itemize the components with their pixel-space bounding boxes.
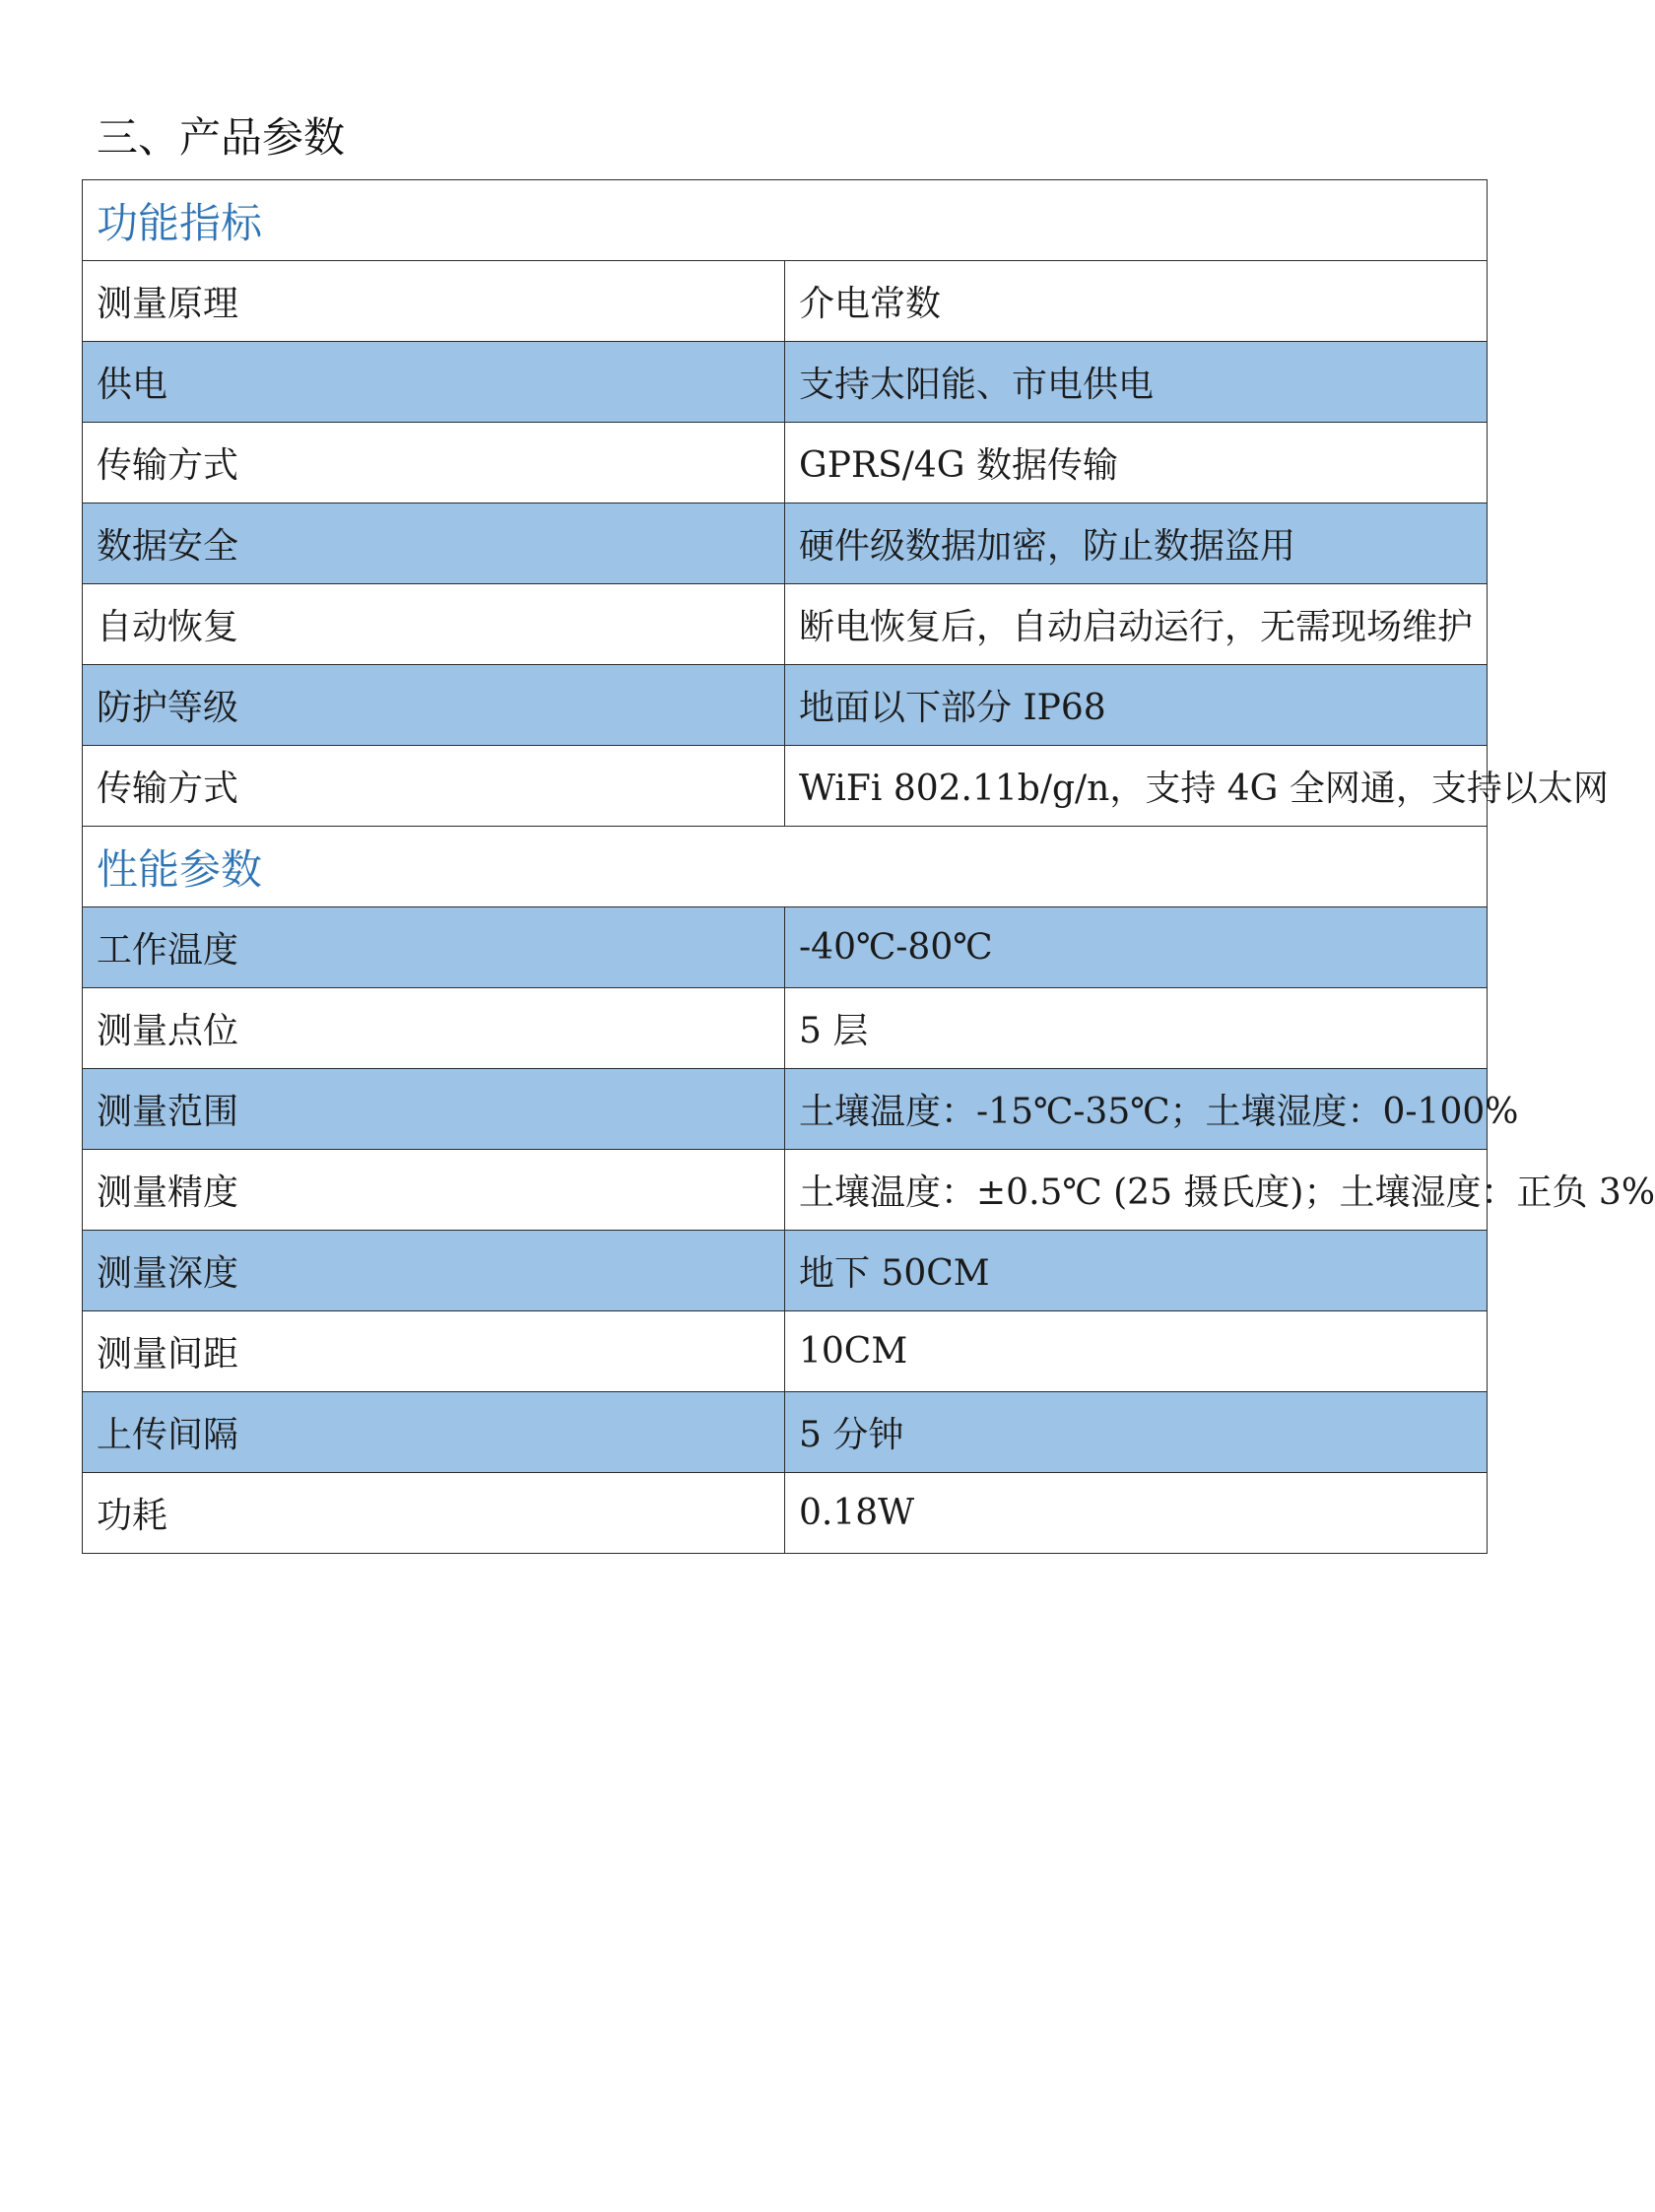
- row-label: 测量间距: [83, 1311, 785, 1392]
- table-row: [83, 423, 1488, 503]
- row-label: 供电: [83, 342, 785, 423]
- table-row: [83, 1392, 1488, 1473]
- row-value: 支持太阳能、市电供电: [785, 342, 1488, 423]
- group-title: 性能参数: [83, 827, 1488, 907]
- group-row-functions: [83, 180, 1488, 261]
- row-value: -40℃-80℃: [785, 907, 1488, 988]
- row-label: 自动恢复: [83, 584, 785, 665]
- table-row: [83, 1311, 1488, 1392]
- row-value: GPRS/4G 数据传输: [785, 423, 1488, 503]
- table-row: [83, 1473, 1488, 1554]
- row-value: 地面以下部分 IP68: [785, 665, 1488, 746]
- table-row: [83, 1231, 1488, 1311]
- table-row: [83, 1150, 1488, 1231]
- row-value: 硬件级数据加密，防止数据盗用: [785, 503, 1488, 584]
- row-value: 0.18W: [785, 1473, 1488, 1554]
- table-row: [83, 342, 1488, 423]
- table-row: [83, 746, 1488, 827]
- row-label: 功耗: [83, 1473, 785, 1554]
- row-value: 10CM: [785, 1311, 1488, 1392]
- row-label: 测量原理: [83, 261, 785, 342]
- row-label: 防护等级: [83, 665, 785, 746]
- table-row: [83, 1069, 1488, 1150]
- row-value: 地下 50CM: [785, 1231, 1488, 1311]
- row-value: 土壤温度：-15℃-35℃；土壤湿度：0-100%: [785, 1069, 1488, 1150]
- table-row: [83, 503, 1488, 584]
- row-label: 测量范围: [83, 1069, 785, 1150]
- row-label: 测量点位: [83, 988, 785, 1069]
- row-label: 数据安全: [83, 503, 785, 584]
- table-row: [83, 907, 1488, 988]
- table-row: [83, 665, 1488, 746]
- row-value: 介电常数: [785, 261, 1488, 342]
- row-label: 上传间隔: [83, 1392, 785, 1473]
- row-label: 传输方式: [83, 746, 785, 827]
- row-label: 传输方式: [83, 423, 785, 503]
- row-value: 5 层: [785, 988, 1488, 1069]
- table-row: [83, 988, 1488, 1069]
- row-label: 工作温度: [83, 907, 785, 988]
- section-heading: 三、产品参数: [97, 113, 346, 162]
- table-row: [83, 584, 1488, 665]
- row-value: 土壤温度：±0.5℃ (25 摄氏度)；土壤湿度：正负 3%: [785, 1150, 1488, 1231]
- table-row: [83, 261, 1488, 342]
- row-label: 测量精度: [83, 1150, 785, 1231]
- group-title: 功能指标: [83, 180, 1488, 261]
- row-value: WiFi 802.11b/g/n，支持 4G 全网通，支持以太网: [785, 746, 1488, 827]
- row-value: 断电恢复后，自动启动运行，无需现场维护: [785, 584, 1488, 665]
- row-value: 5 分钟: [785, 1392, 1488, 1473]
- spec-table: [82, 179, 1655, 1554]
- row-label: 测量深度: [83, 1231, 785, 1311]
- group-row-performance: [83, 827, 1488, 907]
